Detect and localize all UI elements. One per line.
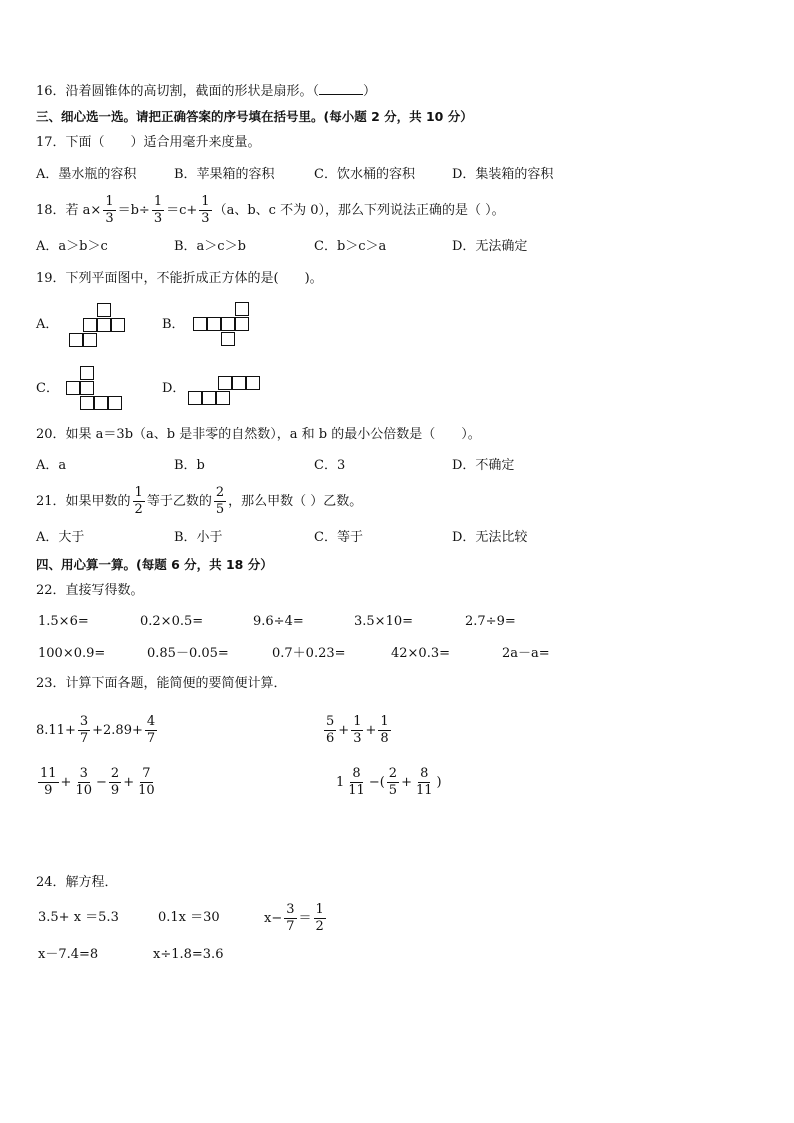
section-3-heading: 三、细心选一选。请把正确答案的序号填在括号里。(每小题 2 分，共 10 分） (36, 109, 473, 124)
expression-4: 1 $\frac{8}{11}$ −( $\frac{2}{5}$ + $\frac{8}{11}$ ) (336, 766, 442, 798)
q20-option-a[interactable]: A．a (36, 458, 67, 473)
question-20-stem: 20．如果 a＝3b（a、b 是非零的自然数），a 和 b 的最小公倍数是（ ）。 (36, 427, 481, 442)
calc-item: 1.5×6= (38, 614, 89, 629)
fraction: $\frac{1}{2}$ (134, 485, 143, 517)
q18-option-a[interactable]: A．a＞b＞c (36, 239, 108, 254)
fraction: $\frac{2}{5}$ (215, 485, 225, 517)
question-16-text: 16．沿着圆锥体的高切割，截面的形状是扇形。（ (36, 84, 320, 99)
calc-item: 9.6÷4= (253, 614, 304, 629)
q21-option-b[interactable]: B．小于 (174, 530, 223, 545)
calc-item: 0.85－0.05= (147, 646, 229, 661)
question-19-stem: 19．下列平面图中，不能折成正方体的是( )。 (36, 271, 323, 286)
calc-item: 0.2×0.5= (140, 614, 204, 629)
q18-option-d[interactable]: D．无法确定 (452, 239, 528, 254)
question-17-stem: 17．下面（ ）适合用毫升来度量。 (36, 135, 261, 150)
q18-option-b[interactable]: B．a＞c＞b (174, 239, 246, 254)
section-4-heading: 四、用心算一算。(每题 6 分，共 18 分） (36, 557, 273, 572)
equation-4: x－7.4=8 (38, 947, 99, 962)
equation-5: x÷1.8=3.6 (153, 947, 224, 962)
calc-item: 100×0.9= (38, 646, 106, 661)
expression-1: 8.11+ $\frac{3}{7}$ +2.89+ $\frac{4}{7}$ (36, 714, 156, 746)
q19-option-a[interactable]: A． (36, 317, 59, 332)
expression-2: $\frac{5}{6}$ + $\frac{1}{3}$ + $\frac{1}{8}$ (326, 714, 389, 746)
question-18-stem: 18．若 a× $\frac{1}{3}$ ＝b÷ $\frac{1}{3}$ ＝c+ $\frac{1}{3}$ （a、b、c 不为 0），那么下列说法正确的是（ ）。 (36, 194, 505, 226)
q21-option-c[interactable]: C．等于 (314, 530, 363, 545)
q19-option-b[interactable]: B． (162, 317, 185, 332)
fraction: $\frac{1}{3}$ (201, 194, 210, 226)
q17-option-a[interactable]: A．墨水瓶的容积 (36, 167, 137, 182)
expression-3: $\frac{11}{9}$ + $\frac{3}{10}$ − $\frac{2}{9}$ + $\frac{7}{10}$ (40, 766, 155, 798)
fraction: $\frac{1}{3}$ (153, 194, 163, 226)
q20-option-d[interactable]: D．不确定 (452, 458, 515, 473)
question-24-stem: 24．解方程． (36, 875, 118, 890)
q17-option-d[interactable]: D．集装箱的容积 (452, 167, 554, 182)
q19-option-d[interactable]: D． (162, 381, 186, 396)
q21-option-d[interactable]: D．无法比较 (452, 530, 528, 545)
calc-item: 0.7＋0.23= (272, 646, 346, 661)
question-21-stem: 21．如果甲数的 $\frac{1}{2}$ 等于乙数的 $\frac{2}{5}$ ，那么甲数（ ）乙数。 (36, 485, 363, 517)
question-22-stem: 22．直接写得数。 (36, 583, 144, 598)
answer-blank[interactable] (319, 82, 363, 95)
q19-option-c[interactable]: C． (36, 381, 59, 396)
q17-option-c[interactable]: C．饮水桶的容积 (314, 167, 415, 182)
equation-2: 0.1x ＝30 (158, 910, 220, 925)
equation-1: 3.5+ x ＝5.3 (38, 910, 119, 925)
fraction: $\frac{1}{3}$ (105, 194, 114, 226)
question-16: 16．沿着圆锥体的高切割，截面的形状是扇形。（ ） (36, 84, 377, 99)
q20-option-b[interactable]: B．b (174, 458, 205, 473)
q20-option-c[interactable]: C．3 (314, 458, 346, 473)
q17-option-b[interactable]: B．苹果箱的容积 (174, 167, 275, 182)
q18-option-c[interactable]: C．b＞c＞a (314, 239, 387, 254)
calc-item: 2.7÷9= (465, 614, 516, 629)
calc-item: 2a－a= (502, 646, 550, 661)
equation-3: x− $\frac{3}{7}$ ＝ $\frac{1}{2}$ (264, 902, 324, 934)
calc-item: 3.5×10= (354, 614, 414, 629)
question-23-stem: 23．计算下面各题，能简便的要简便计算． (36, 676, 287, 691)
q21-option-a[interactable]: A．大于 (36, 530, 85, 545)
calc-item: 42×0.3= (391, 646, 451, 661)
